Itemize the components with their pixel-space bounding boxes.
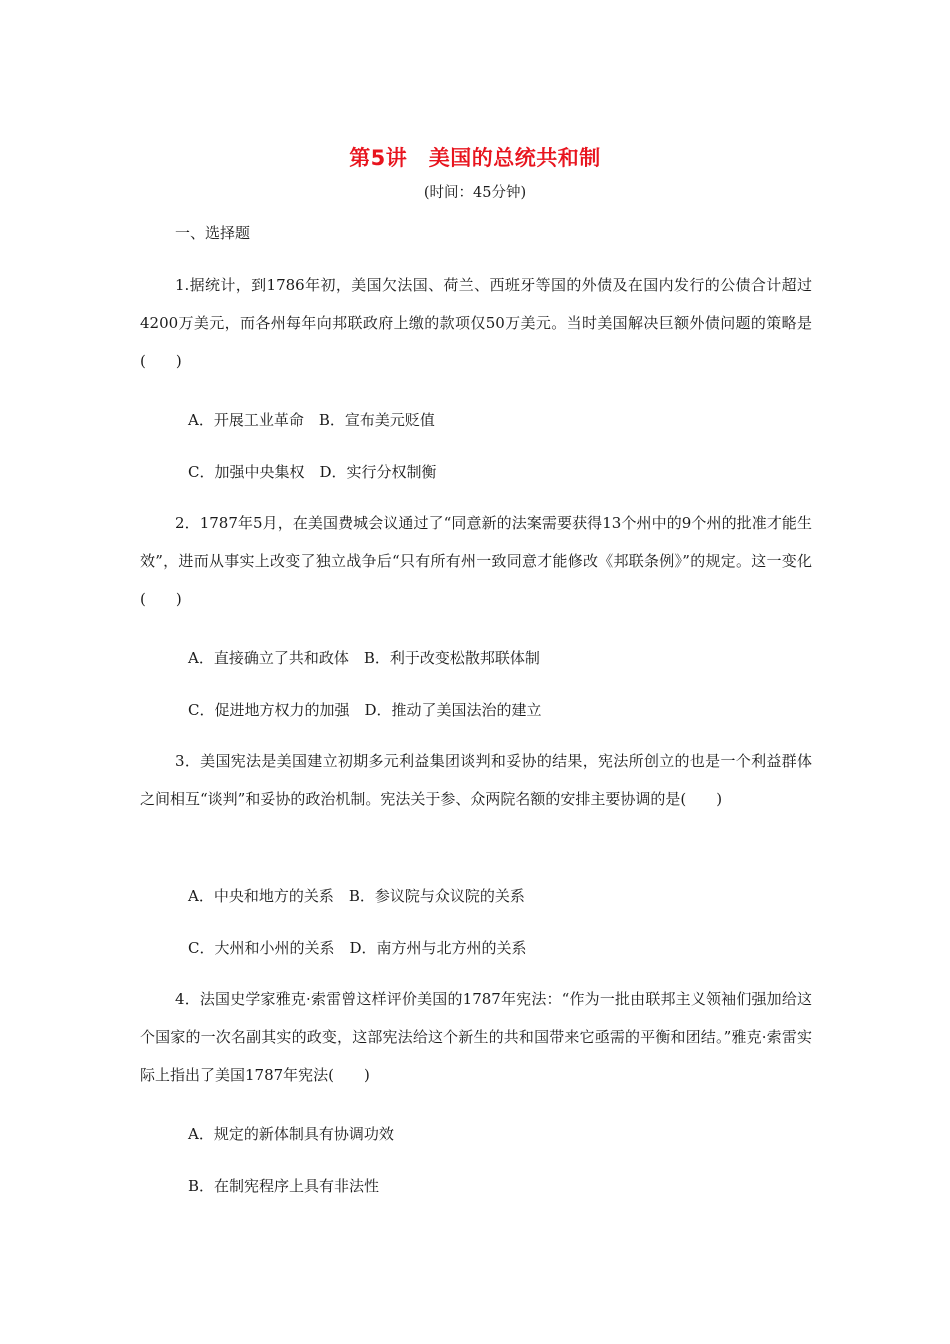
question-2-options-row-1: A．直接确立了共和政体 B．利于改变松散邦联体制 [188,649,540,667]
question-1 [140,266,812,380]
question-2 [140,504,812,618]
question-4-option-b: B．在制宪程序上具有非法性 [188,1177,380,1195]
question-1-options-row-2: C．加强中央集权 D．实行分权制衡 [188,463,437,481]
question-2-options-row-2: C．促进地方权力的加强 D．推动了美国法治的建立 [188,701,542,719]
question-1-stem: 1.据统计，到1786年初，美国欠法国、荷兰、西班牙等国的外债及在国内发行的公债合计超过4200万美元，而各州每年向邦联政府上缴的款项仅50万美元。当时美国解决巨额外债问题的策略是( ) [140,276,812,370]
question-3-stem: 3．美国宪法是美国建立初期多元利益集团谈判和妥协的结果，宪法所创立的也是一个利益群体之间相互“谈判”和妥协的政治机制。宪法关于参、众两院名额的安排主要协调的是( ) [140,752,812,808]
question-4-stem: 4．法国史学家雅克·索雷曾这样评价美国的1787年宪法：“作为一批由联邦主义领袖们强加给这个国家的一次名副其实的政变，这部宪法给这个新生的共和国带来它亟需的平衡和团结。”雅克·索雷实际上指出了美国1787年宪法( ) [140,990,812,1084]
question-1-options-row-1: A．开展工业革命 B．宣布美元贬值 [188,411,435,429]
page-title: 第5讲 美国的总统共和制 [349,146,601,170]
question-3-options-row-2: C．大州和小州的关系 D．南方州与北方州的关系 [188,939,527,957]
question-2-stem: 2．1787年5月，在美国费城会议通过了“同意新的法案需要获得13个州中的9个州的批准才能生效”，进而从事实上改变了独立战争后“只有所有州一致同意才能修改《邦联条例》”的规定。这一变化( ) [140,514,812,608]
section-heading: 一、选择题 [175,224,251,242]
question-4 [140,980,812,1094]
question-3-options-row-1: A．中央和地方的关系 B．参议院与众议院的关系 [188,887,525,905]
question-4-option-a: A．规定的新体制具有协调功效 [188,1125,394,1143]
question-3 [140,742,812,818]
time-note: (时间：45分钟) [423,185,527,201]
